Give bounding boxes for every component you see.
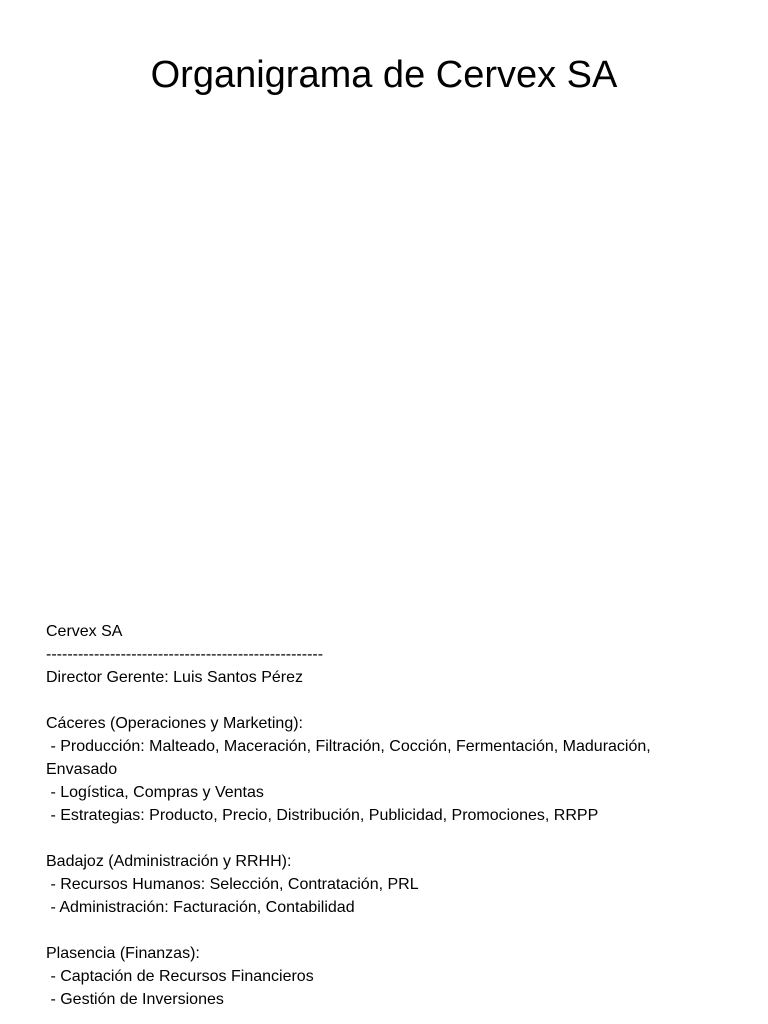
plasencia-heading: Plasencia (Finanzas):: [46, 945, 200, 962]
page-title: Organigrama de Cervex SA: [150, 54, 618, 96]
company-name: Cervex SA: [46, 623, 123, 640]
caceres-item-estrategias: - Estrategias: Producto, Precio, Distribución, Publicidad, Promociones, RRPP: [46, 807, 599, 824]
blank-line: [46, 689, 726, 712]
blank-line: [46, 919, 726, 942]
plasencia-item-inversiones: - Gestión de Inversiones: [46, 991, 224, 1008]
plasencia-item-captacion: - Captación de Recursos Financieros: [46, 968, 314, 985]
blank-line: [46, 827, 726, 850]
org-chart-text: [46, 620, 726, 1011]
director-line: Director Gerente: Luis Santos Pérez: [46, 669, 304, 686]
caceres-heading: Cáceres (Operaciones y Marketing):: [46, 715, 303, 732]
badajoz-item-administracion: - Administración: Facturación, Contabilidad: [46, 899, 355, 916]
separator-line: ----------------------------------------------------: [46, 646, 324, 663]
badajoz-item-rrhh: - Recursos Humanos: Selección, Contratación, PRL: [46, 876, 419, 893]
caceres-item-produccion: - Producción: Malteado, Maceración, Filtración, Cocción, Fermentación, Maduración, Envasado: [46, 738, 656, 778]
caceres-item-logistica: - Logística, Compras y Ventas: [46, 784, 264, 801]
badajoz-heading: Badajoz (Administración y RRHH):: [46, 853, 292, 870]
